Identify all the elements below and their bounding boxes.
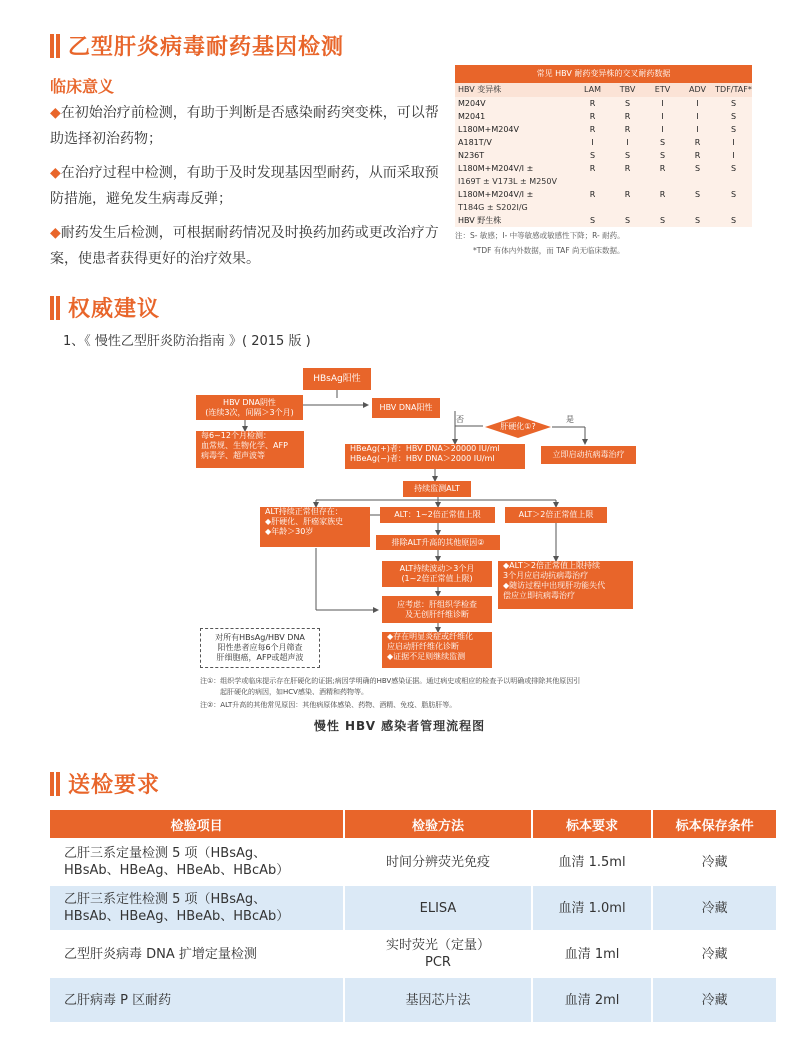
section-title: 送检要求 [68,773,161,798]
significance-paragraph-1: ◆在初始治疗前检测，有助于判断是否感染耐药突变株，可以帮助选择初治药物； [50,105,439,147]
section-header-submission [50,768,160,799]
cross-resistance-header-row: HBV 变异株 LAM TBV ETV ADV TDF/TAF* [455,83,752,97]
column-header: 标本保存条件 [652,809,777,839]
flow-cirrhosis-decision: 肝硬化①? [485,416,551,438]
table-row: L180M+M204V R R I I S [458,125,737,134]
table-row: 乙肝病毒 P 区耐药 基因芯片法 血清 2ml 冷藏 [49,977,777,1023]
flow-alt-normal: ALT持续正常但存在： ◆肝硬化、肝癌家族史 ◆年龄＞30岁 [260,507,370,547]
flow-treat-immediately: 立即启动抗病毒治疗 [541,446,636,464]
clinical-significance-title: 临床意义 [50,77,115,96]
diamond-bullet-icon: ◆ [50,225,61,241]
column-header: 标本要求 [532,809,653,839]
flow-followup-tests: 每6~12个月检测： 血常规、生物化学、AFP 病毒学、超声波等 [196,431,304,468]
flow-hbsag-positive: HBsAg阳性 [303,368,371,390]
flow-alt-over-2x: ALT＞2倍正常值上限 [505,507,607,523]
significance-paragraph-2: ◆在治疗过程中检测，有助于及时发现基因型耐药，从而采取预防措施，避免发生病毒反弹； [50,165,439,207]
cross-resistance-footnote: *TDF 有体内外数据，而 TAF 尚无临床数据。 [473,246,625,255]
section-bar-icon [50,772,60,796]
cross-resistance-note: 注：S- 敏感；I- 中等敏感或敏感性下降；R- 耐药。 [455,231,625,240]
table-row-continuation: T184G ± S202I/G [458,203,528,212]
flow-exclude-other-causes: 排除ALT升高的其他原因② [376,535,500,550]
table-row: N236T S S S R I [458,151,735,160]
diamond-bullet-icon: ◆ [50,105,61,121]
section-title: 乙型肝炎病毒耐药基因检测 [68,35,345,60]
diamond-bullet-icon: ◆ [50,165,61,181]
flow-start-antiviral: ◆ALT＞2倍正常值上限持续 3个月应启动抗病毒治疗 ◆随访过程中出现肝功能失代 偿应立即抗病毒治疗 [498,561,633,609]
table-row: M2041 R R I I S [458,112,737,121]
table-row-continuation: I169T ± V173L ± M250V [458,177,557,186]
guideline-reference: 1、《 慢性乙型肝炎防治指南 》( 2015 版 ) [63,334,311,349]
flow-dna-positive: HBV DNA阳性 [372,398,440,418]
table-row: L180M+M204V/I ± R R R S S [458,190,737,199]
table-row: 乙肝三系定量检测 5 项（HBsAg、 HBsAb、HBeAg、HBeAb、HBcAb） 时间分辨荧光免疫 血清 1.5ml 冷藏 [49,839,777,885]
flow-label-no: 否 [456,415,464,424]
column-header: 检验项目 [49,809,344,839]
flow-note-1: 注①：组织学或临床提示存在肝硬化的证据;病因学明确的HBV感染证据。通过病史或相应的检查予以明确或排除其他原因引 起肝硬化的病因，如HCV感染、酒精和药物等。 [200,677,581,696]
submission-requirements-table [48,808,778,1024]
flow-label-yes: 是 [566,415,574,424]
flow-note-2: 注②：ALT升高的其他常见原因：其他病原体感染、药物、酒精、免疫、脂肪肝等。 [200,701,457,709]
flow-alt-1-2x: ALT：1~2倍正常值上限 [380,507,495,523]
flow-evidence-decision: ◆存在明显炎症或纤维化 应启动肝纤维化诊断 ◆证据不足则继续监测 [382,632,492,668]
table-row: 乙型肝炎病毒 DNA 扩增定量检测 实时荧光（定量） PCR 血清 1ml 冷藏 [49,931,777,977]
table-row: HBV 野生株 S S S S S [458,216,737,225]
table-row: A181T/V I I S R I [458,138,735,147]
significance-paragraph-3: ◆耐药发生后检测，可根据耐药情况及时换药加药或更改治疗方案，使患者获得更好的治疗效果。 [50,225,439,267]
flow-consider-biopsy: 应考虑：肝组织学检查 及无创肝纤维诊断 [382,596,492,623]
flow-alt-fluctuation: ALT持续波动＞3个月 (1~2倍正常值上限) [382,561,492,587]
table-row: L180M+M204V/I ± R R R S S [458,164,737,173]
section-title: 权威建议 [68,297,161,322]
table-row: M204V R S I I S [458,99,737,108]
flow-monitor-alt: 持续监测ALT [403,481,471,497]
table-row: 乙肝三系定性检测 5 项（HBsAg、 HBsAb、HBeAg、HBeAb、HBcAb） ELISA 血清 1.0ml 冷藏 [49,885,777,931]
flow-hbeag-criteria: HBeAg(+)者：HBV DNA＞20000 IU/ml HBeAg(−)者：HBV DNA＞2000 IU/ml [345,444,525,469]
flow-hcc-screening: 对所有HBsAg/HBV DNA 阳性患者应每6个月筛查 肝细胞癌，AFP或超声波 [200,628,320,668]
flow-dna-negative: HBV DNA阴性 (连续3次，间隔＞3个月) [196,395,303,420]
column-header: 检验方法 [344,809,531,839]
cross-resistance-title: 常见 HBV 耐药变异株的交叉耐药数据 [455,65,752,83]
flowchart-caption: 慢性 HBV 感染者管理流程图 [313,719,486,733]
